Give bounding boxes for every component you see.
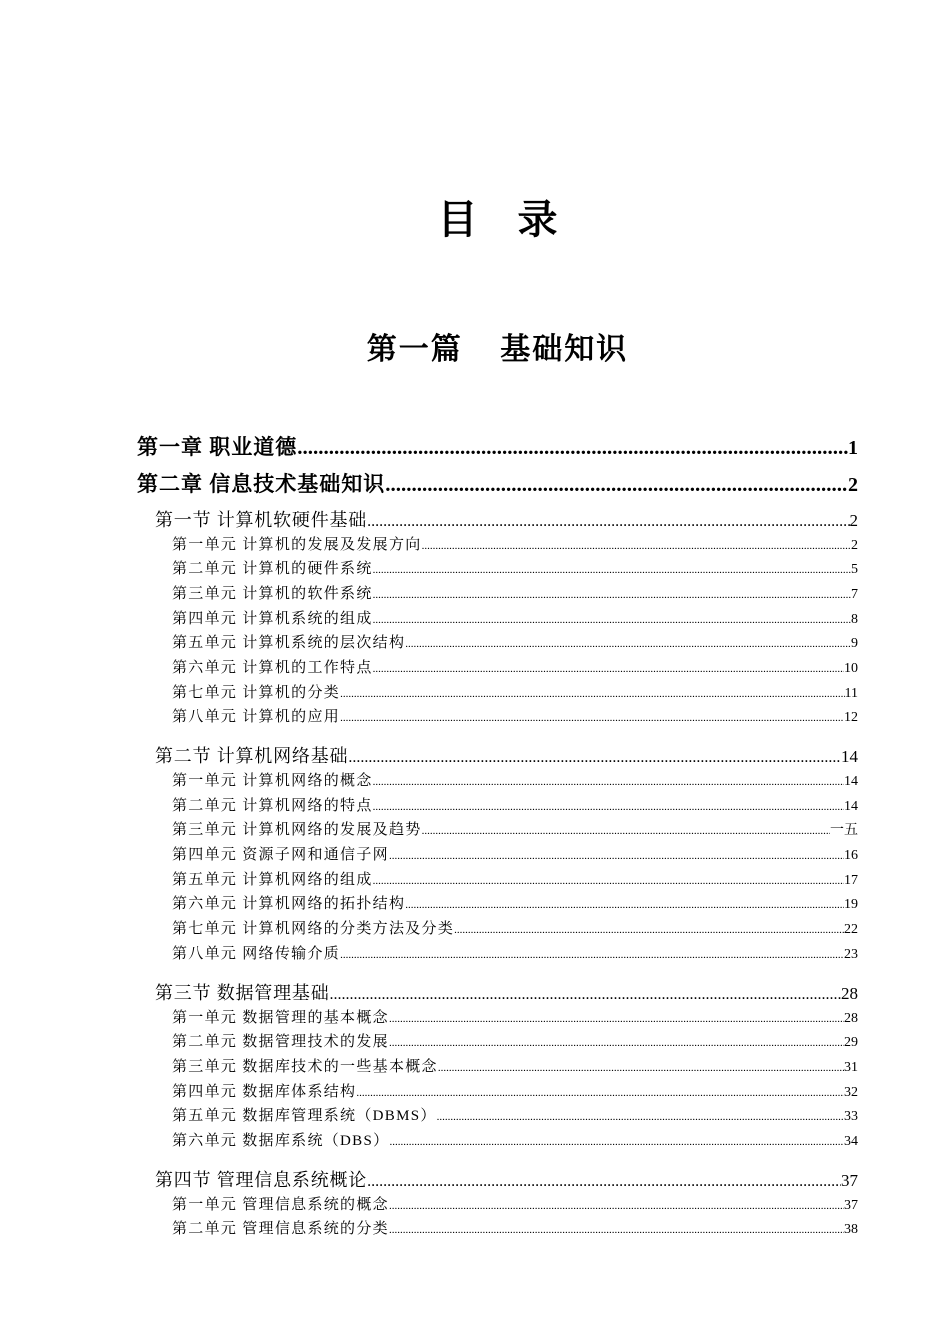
unit-label: 第一单元 计算机的发展及发展方向 bbox=[172, 536, 422, 553]
unit-label: 第一单元 管理信息系统的概念 bbox=[172, 1196, 389, 1213]
toc-unit-row bbox=[137, 582, 858, 607]
section-label: 第四节 管理信息系统概论 bbox=[155, 1169, 368, 1190]
toc-unit-row bbox=[137, 942, 858, 967]
unit-label: 第六单元 计算机的工作特点 bbox=[172, 659, 373, 676]
toc-unit-row bbox=[137, 607, 858, 632]
toc-chapter-row bbox=[137, 429, 858, 466]
unit-label: 第七单元 计算机的分类 bbox=[172, 684, 341, 701]
unit-label: 第二单元 管理信息系统的分类 bbox=[172, 1221, 389, 1238]
unit-label: 第八单元 网络传输介质 bbox=[172, 945, 341, 962]
toc-unit-row bbox=[137, 1217, 858, 1242]
toc-unit-row bbox=[137, 681, 858, 706]
unit-label: 第六单元 数据库系统（DBS） bbox=[172, 1132, 390, 1149]
toc-title: 目 录 bbox=[437, 197, 558, 242]
dot-leader bbox=[385, 466, 848, 503]
section-label: 第二节 计算机网络基础 bbox=[155, 746, 349, 766]
dot-leader bbox=[297, 429, 848, 466]
dot-leader bbox=[356, 1081, 844, 1105]
toc-unit-row bbox=[137, 533, 858, 558]
page-number: 37 bbox=[841, 1170, 858, 1190]
dot-leader bbox=[389, 1130, 844, 1154]
dot-leader bbox=[373, 583, 851, 607]
toc-unit-row bbox=[137, 705, 858, 730]
unit-label: 第四单元 资源子网和通信子网 bbox=[172, 847, 389, 864]
page-number: 38 bbox=[844, 1222, 858, 1238]
unit-label: 第五单元 计算机网络的组成 bbox=[172, 871, 373, 888]
toc-unit-row bbox=[137, 794, 858, 819]
dot-leader bbox=[373, 770, 844, 794]
toc-unit-row bbox=[137, 1055, 858, 1080]
toc-unit-row bbox=[137, 1129, 858, 1154]
page-number: 12 bbox=[844, 710, 858, 726]
toc-unit-row bbox=[137, 917, 858, 942]
toc-unit-row bbox=[137, 1104, 858, 1129]
page-number: 2 bbox=[851, 537, 858, 553]
page-number: 10 bbox=[844, 660, 858, 676]
dot-leader bbox=[330, 982, 842, 1006]
toc-unit-row bbox=[137, 631, 858, 656]
page-number: 37 bbox=[844, 1197, 858, 1213]
toc-unit-row bbox=[137, 1193, 858, 1218]
dot-leader bbox=[340, 682, 844, 706]
page-number: 一五 bbox=[830, 823, 858, 839]
unit-label: 第二单元 数据管理技术的发展 bbox=[172, 1034, 389, 1051]
page-number: 23 bbox=[844, 946, 858, 962]
unit-label: 第一单元 数据管理的基本概念 bbox=[172, 1009, 389, 1026]
unit-label: 第五单元 计算机系统的层次结构 bbox=[172, 635, 406, 652]
dot-leader bbox=[367, 509, 849, 533]
unit-label: 第二单元 计算机网络的特点 bbox=[172, 797, 373, 814]
dot-leader bbox=[373, 657, 844, 681]
unit-label: 第七单元 计算机网络的分类方法及分类 bbox=[172, 921, 455, 938]
page-number: 29 bbox=[844, 1035, 858, 1051]
page-number: 19 bbox=[844, 897, 858, 913]
toc-unit-row bbox=[137, 1030, 858, 1055]
page-number: 33 bbox=[844, 1109, 858, 1125]
page-number: 9 bbox=[851, 636, 858, 652]
unit-label: 第三单元 计算机的软件系统 bbox=[172, 585, 373, 602]
page-number: 34 bbox=[844, 1133, 858, 1149]
toc-chapter-row bbox=[137, 466, 858, 503]
unit-label: 第八单元 计算机的应用 bbox=[172, 709, 341, 726]
unit-label: 第四单元 数据库体系结构 bbox=[172, 1083, 357, 1100]
toc-unit-row bbox=[137, 843, 858, 868]
dot-leader bbox=[373, 558, 851, 582]
dot-leader bbox=[405, 893, 844, 917]
dot-leader bbox=[438, 1056, 844, 1080]
page-number: 11 bbox=[844, 685, 858, 701]
dot-leader bbox=[437, 1105, 844, 1129]
dot-leader bbox=[422, 819, 830, 843]
toc-unit-row bbox=[137, 1080, 858, 1105]
page-number: 28 bbox=[844, 1010, 858, 1026]
page-number: 17 bbox=[844, 872, 858, 888]
dot-leader bbox=[389, 1194, 844, 1218]
toc-unit-row bbox=[137, 1006, 858, 1031]
page-number: 5 bbox=[851, 562, 858, 578]
table-of-contents bbox=[137, 429, 858, 1243]
page-number: 28 bbox=[841, 983, 858, 1003]
page-number: 31 bbox=[844, 1059, 858, 1075]
dot-leader bbox=[422, 534, 851, 558]
page-number: 2 bbox=[849, 510, 858, 530]
toc-section-row bbox=[137, 1168, 858, 1193]
page-number: 14 bbox=[844, 798, 858, 814]
chapter-label: 第二章 信息技术基础知识 bbox=[137, 471, 386, 496]
page-number: 22 bbox=[844, 922, 858, 938]
page-number: 14 bbox=[841, 747, 858, 766]
dot-leader bbox=[367, 1169, 841, 1193]
page-number: 32 bbox=[844, 1084, 858, 1100]
toc-section-row bbox=[137, 981, 858, 1006]
unit-label: 第一单元 计算机网络的概念 bbox=[172, 773, 373, 789]
unit-label: 第五单元 数据库管理系统（DBMS） bbox=[172, 1108, 437, 1125]
dot-leader bbox=[348, 745, 841, 769]
unit-label: 第三单元 数据库技术的一些基本概念 bbox=[172, 1058, 438, 1075]
toc-unit-row bbox=[137, 892, 858, 917]
section-label: 第一节 计算机软硬件基础 bbox=[155, 509, 368, 530]
page-number: 7 bbox=[851, 586, 858, 602]
toc-section-row bbox=[137, 508, 858, 533]
dot-leader bbox=[389, 1218, 844, 1242]
toc-unit-row bbox=[137, 769, 858, 794]
page-number: 16 bbox=[844, 848, 858, 864]
dot-leader bbox=[405, 632, 851, 656]
section-label: 第三节 数据管理基础 bbox=[155, 982, 330, 1003]
part-title: 第一篇 基础知识 bbox=[366, 333, 629, 366]
unit-label: 第四单元 计算机系统的组成 bbox=[172, 610, 373, 627]
toc-unit-row bbox=[137, 868, 858, 893]
toc-unit-row bbox=[137, 656, 858, 681]
unit-label: 第六单元 计算机网络的拓扑结构 bbox=[172, 896, 406, 913]
unit-label: 第三单元 计算机网络的发展及趋势 bbox=[172, 822, 422, 839]
dot-leader bbox=[373, 608, 851, 632]
dot-leader bbox=[389, 1031, 844, 1055]
dot-leader bbox=[373, 795, 844, 819]
dot-leader bbox=[373, 869, 844, 893]
dot-leader bbox=[389, 1007, 844, 1031]
dot-leader bbox=[454, 918, 844, 942]
page-number: 1 bbox=[848, 436, 858, 459]
dot-leader bbox=[389, 844, 844, 868]
unit-label: 第二单元 计算机的硬件系统 bbox=[172, 561, 373, 578]
page-number: 2 bbox=[848, 473, 858, 496]
toc-unit-row bbox=[137, 818, 858, 843]
toc-section-row bbox=[137, 744, 858, 769]
page-number: 14 bbox=[844, 774, 858, 789]
dot-leader bbox=[340, 943, 844, 967]
page-number: 8 bbox=[851, 611, 858, 627]
dot-leader bbox=[340, 706, 844, 730]
toc-unit-row bbox=[137, 557, 858, 582]
chapter-label: 第一章 职业道德 bbox=[137, 434, 298, 459]
